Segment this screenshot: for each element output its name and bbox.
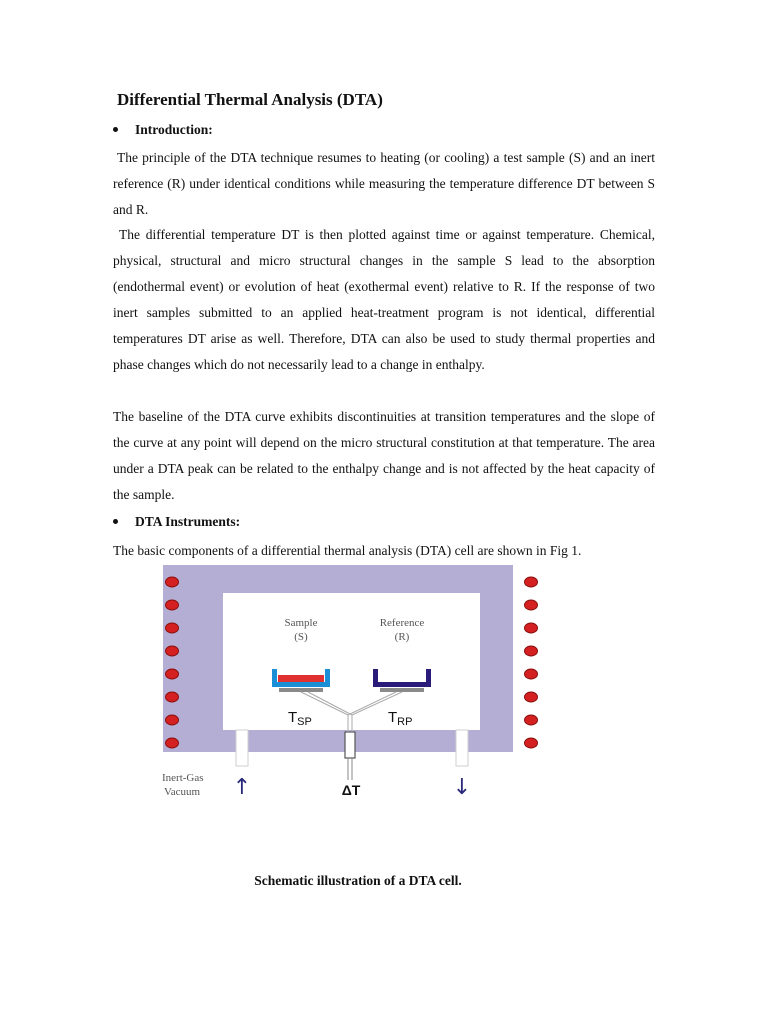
bullet-icon [113, 127, 118, 132]
tsp-label: $T_{SP}$ [288, 709, 312, 728]
section-heading-instruments: DTA Instruments: [113, 514, 240, 530]
dta-cell-figure [158, 565, 538, 800]
vacuum-label: Vacuum [164, 786, 201, 798]
sample-label: Sample [284, 617, 318, 629]
page-title: Differential Thermal Analysis (DTA) [117, 90, 383, 109]
figure-intro-text: The basic components of a differential thermal analysis (DTA) cell are shown in Fig 1. [113, 543, 582, 558]
dta-cell-diagram [158, 565, 538, 800]
sample-symbol: (S) [294, 631, 308, 643]
paragraph-intro-2: The differential temperature DT is then plotted against time or against temperature. Chemical, physical, structural and micro structural changes in the sample S lead to the absorption (endothermal event) or evolution of heat (exothermal event) relative to R. If the response of two inert samples submitted to an applied heat-treatment program is not identical, differential temperatures DT arise as well. Therefore, DTA can also be used to study thermal properties and phase changes which do not necessarily lead to a change in enthalpy. [113, 227, 655, 372]
figure-caption: Schematic illustration of a DTA cell. [254, 873, 462, 888]
furnace-chamber [223, 593, 480, 730]
section-heading-introduction: Introduction: [113, 122, 213, 138]
reference-symbol: (R) [394, 631, 410, 643]
paragraph-intro-3: The baseline of the DTA curve exhibits discontinuities at transition temperatures and the slope of the curve at any point will depend on the micro structural constitution at that temperature. The area under a DTA peak can be related to the enthalpy change and is not affected by the heat capacity of the sample. [113, 409, 655, 502]
arrow-down-icon: ↓ [452, 775, 472, 800]
gas-inlet-port [236, 730, 248, 766]
inert-gas-label: Inert-Gas [162, 772, 204, 784]
paragraph-intro-1: The principle of the DTA technique resumes to heating (or cooling) a test sample (S) and an inert reference (R) under identical conditions while measuring the temperature difference DT between S and R. [113, 150, 655, 217]
trp-label: $T_{RP}$ [388, 709, 413, 728]
heater-elements-right [525, 577, 538, 748]
thermocouple-port [345, 732, 355, 758]
arrow-up-icon: ↑ [232, 775, 252, 800]
gas-outlet-port [456, 730, 468, 766]
delta-t-label: ΔT [341, 782, 361, 798]
bullet-icon [113, 519, 118, 524]
reference-label: Reference [379, 617, 425, 629]
